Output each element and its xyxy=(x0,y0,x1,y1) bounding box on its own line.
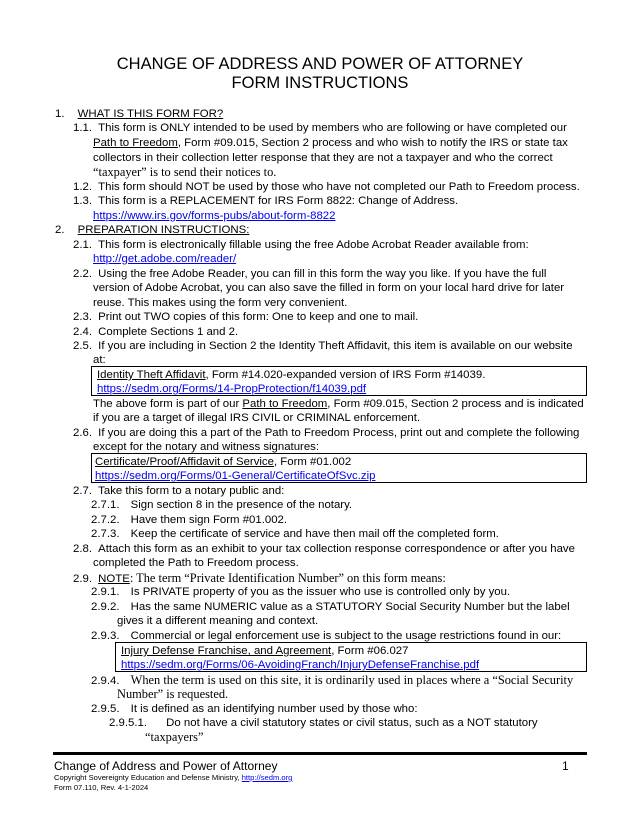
item-1-1-line-2 xyxy=(93,136,568,151)
document-title-line-2: FORM INSTRUCTIONS xyxy=(231,74,409,92)
item-2-3-text: Print out TWO copies of this form: One to keep and one to mail. xyxy=(98,311,419,323)
item-1-3-text: This form is a REPLACEMENT for IRS Form 8822: Change of Address. xyxy=(98,195,459,207)
item-2-4 xyxy=(73,325,238,340)
item-2-5-line-2: at: xyxy=(93,354,106,366)
item-2-9-5-number: 2.9.5. xyxy=(91,703,120,715)
item-2-7-number: 2.7. xyxy=(73,485,92,497)
section-1-number: 1. xyxy=(55,108,65,120)
item-2-9-2-number: 2.9.2. xyxy=(91,601,120,613)
item-2-4-number: 2.4. xyxy=(73,326,92,338)
item-2-2-number: 2.2. xyxy=(73,268,92,280)
path-to-freedom-link-2[interactable]: Path to Freedom xyxy=(242,398,328,410)
item-2-9-text: : The term “Private Identification Number” on this form means: xyxy=(129,571,446,585)
item-2-9-5 xyxy=(91,702,418,717)
item-2-8-line-1 xyxy=(73,542,575,557)
item-2-9-3-text: Commercial or legal enforcement use is subject to the usage restrictions found in our: xyxy=(130,630,562,642)
item-2-7-1 xyxy=(91,498,352,513)
footer-page-number: 1 xyxy=(562,759,569,773)
item-2-9-5-1-text-a: Do not have a civil statutory states or civil status, such as a NOT statutory xyxy=(166,717,538,729)
item-2-8-text-a: Attach this form as an exhibit to your tax collection response correspondence or after you have xyxy=(98,543,575,555)
note-label: NOTE xyxy=(98,573,130,585)
item-2-6-line-1 xyxy=(73,426,579,441)
item-2-7-text: Take this form to a notary public and: xyxy=(98,485,285,497)
item-2-9-4-line-2: Number” is requested. xyxy=(117,687,229,701)
item-2-9-2-line-2: gives it a different meaning and context. xyxy=(117,615,319,627)
item-2-9-5-1-number: 2.9.5.1. xyxy=(109,717,147,729)
item-2-7-1-number: 2.7.1. xyxy=(91,499,120,511)
footer-copyright-text: Copyright Sovereignty Education and Defense Ministry, xyxy=(54,773,242,782)
item-2-1-number: 2.1. xyxy=(73,239,92,251)
item-2-9-3-number: 2.9.3. xyxy=(91,630,120,642)
item-1-3-number: 1.3. xyxy=(73,195,92,207)
item-1-1-text-a: This form is ONLY intended to be used by members who are following or have completed our xyxy=(98,122,567,134)
injury-defense-franchise-link[interactable]: Injury Defense Franchise, and Agreement xyxy=(121,645,332,657)
item-2-6-number: 2.6. xyxy=(73,427,92,439)
item-2-8-line-2: completed the Path to Freedom process. xyxy=(93,557,299,569)
item-1-1-line-4: “taxpayer” is to send their notices to. xyxy=(93,165,277,179)
footer-title: Change of Address and Power of Attorney xyxy=(54,759,278,773)
section-1-title: WHAT IS THIS FORM FOR? xyxy=(77,108,224,120)
adobe-reader-link[interactable]: http://get.adobe.com/reader/ xyxy=(93,253,237,265)
item-2-9-1-number: 2.9.1. xyxy=(91,586,120,598)
item-2-2-line-2: version of Adobe Acrobat, you can also save the filled in form on your local hard drive for later xyxy=(93,282,565,294)
footer-sedm-link[interactable]: http://sedm.org xyxy=(241,773,293,782)
certificate-box-line-1 xyxy=(95,455,351,470)
item-1-2-text: This form should NOT be used by those who have not completed our Path to Freedom process. xyxy=(98,181,580,193)
item-1-2 xyxy=(73,180,580,195)
item-2-6-line-2: except for the notary and witness signatures: xyxy=(93,441,320,453)
item-2-5-line-1 xyxy=(73,339,573,354)
item-2-7-3-number: 2.7.3. xyxy=(91,528,120,540)
item-1-3 xyxy=(73,194,458,209)
certificate-url-link[interactable]: https://sedm.org/Forms/01-General/CertificateOfSvc.zip xyxy=(95,470,376,482)
footer-copyright xyxy=(54,773,292,782)
item-2-7-2-text: Have them sign Form #01.002. xyxy=(130,514,288,526)
injury-defense-box-line-1 xyxy=(121,644,408,659)
item-2-9-1-text: Is PRIVATE property of you as the issuer who use is controlled only by you. xyxy=(130,586,511,598)
identity-theft-url-link[interactable]: https://sedm.org/Forms/14-PropProtection/f14039.pdf xyxy=(97,383,367,395)
item-2-1 xyxy=(73,238,529,253)
item-1-1-text-b: , Form #09.015, Section 2 process and who wish to notify the IRS or state tax xyxy=(177,137,568,149)
item-2-2-text-a: Using the free Adobe Reader, you can fill in this form the way you like. If you have the full xyxy=(98,268,547,280)
item-2-7-2-number: 2.7.2. xyxy=(91,514,120,526)
item-1-1-line-1 xyxy=(73,121,567,136)
section-1-heading xyxy=(55,107,223,122)
item-2-5-text-a: If you are including in Section 2 the Identity Theft Affidavit, this item is available on our website xyxy=(98,340,573,352)
footer-rule xyxy=(53,752,587,755)
item-2-1-text: This form is electronically fillable using the free Adobe Acrobat Reader available from: xyxy=(98,239,529,251)
injury-defense-url-link[interactable]: https://sedm.org/Forms/06-AvoidingFranch/InjuryDefenseFranchise.pdf xyxy=(121,659,480,671)
item-2-9-number: 2.9. xyxy=(73,573,92,585)
identity-theft-affidavit-link[interactable]: Identity Theft Affidavit xyxy=(97,369,206,381)
item-2-7-3-text: Keep the certificate of service and have then mail off the completed form. xyxy=(130,528,499,540)
identity-theft-box-line-1 xyxy=(97,368,485,383)
section-2-heading xyxy=(55,223,249,238)
certificate-of-service-link[interactable]: Certificate/Proof/Affidavit of Service xyxy=(95,456,274,468)
item-2-3 xyxy=(73,310,418,325)
item-2-9-2-text-a: Has the same NUMERIC value as a STATUTORY Social Security Number but the label xyxy=(130,601,570,613)
item-2-3-number: 2.3. xyxy=(73,311,92,323)
item-2-4-text: Complete Sections 1 and 2. xyxy=(98,326,239,338)
item-2-5-after-text-a: The above form is part of our xyxy=(93,398,243,410)
item-2-5-after-line-1 xyxy=(93,397,584,412)
item-2-5-after-line-2: if you are a target of illegal IRS CIVIL or CRIMINAL enforcement. xyxy=(93,412,421,424)
item-1-1-number: 1.1. xyxy=(73,122,92,134)
footer-form-revision: Form 07.110, Rev. 4-1-2024 xyxy=(54,783,149,792)
injury-defense-box-text: , Form #06.027 xyxy=(331,645,409,657)
certificate-box-text: , Form #01.002 xyxy=(273,456,352,468)
item-2-5-after-text-b: , Form #09.015, Section 2 process and is indicated xyxy=(327,398,584,410)
item-2-9-4-number: 2.9.4. xyxy=(91,675,120,687)
identity-theft-box-text: , Form #14.020-expanded version of IRS Form #14039. xyxy=(205,369,486,381)
item-1-1-line-3: collectors in their collection letter response that they are not a taxpayer and who the correct xyxy=(93,152,553,164)
item-2-9-1 xyxy=(91,585,510,600)
item-2-7-1-text: Sign section 8 in the presence of the notary. xyxy=(130,499,353,511)
section-2-number: 2. xyxy=(55,224,65,236)
item-2-9-2-line-1 xyxy=(91,600,570,615)
item-2-9-5-1-line-1 xyxy=(109,716,538,731)
item-2-7-2 xyxy=(91,513,287,528)
item-2-5-number: 2.5. xyxy=(73,340,92,352)
item-2-2-line-3: reuse. This makes using the form very convenient. xyxy=(93,297,348,309)
section-2-title: PREPARATION INSTRUCTIONS: xyxy=(77,224,250,236)
item-2-2-line-1 xyxy=(73,267,546,282)
item-2-9-4-text-a: When the term is used on this site, it is ordinarily used in places where a “Social Security xyxy=(130,673,574,687)
item-1-2-number: 1.2. xyxy=(73,181,92,193)
item-2-7 xyxy=(73,484,284,499)
irs-form-8822-link[interactable]: https://www.irs.gov/forms-pubs/about-form-8822 xyxy=(93,210,336,222)
item-2-9-5-text: It is defined as an identifying number used by those who: xyxy=(130,703,418,715)
item-2-9-5-1-line-2: “taxpayers” xyxy=(145,730,204,744)
item-2-6-text-a: If you are doing this a part of the Path to Freedom Process, print out and complete the following xyxy=(98,427,580,439)
item-2-7-3 xyxy=(91,527,499,542)
item-2-8-number: 2.8. xyxy=(73,543,92,555)
document-title-line-1: CHANGE OF ADDRESS AND POWER OF ATTORNEY xyxy=(116,55,524,73)
path-to-freedom-link[interactable]: Path to Freedom xyxy=(93,137,178,149)
